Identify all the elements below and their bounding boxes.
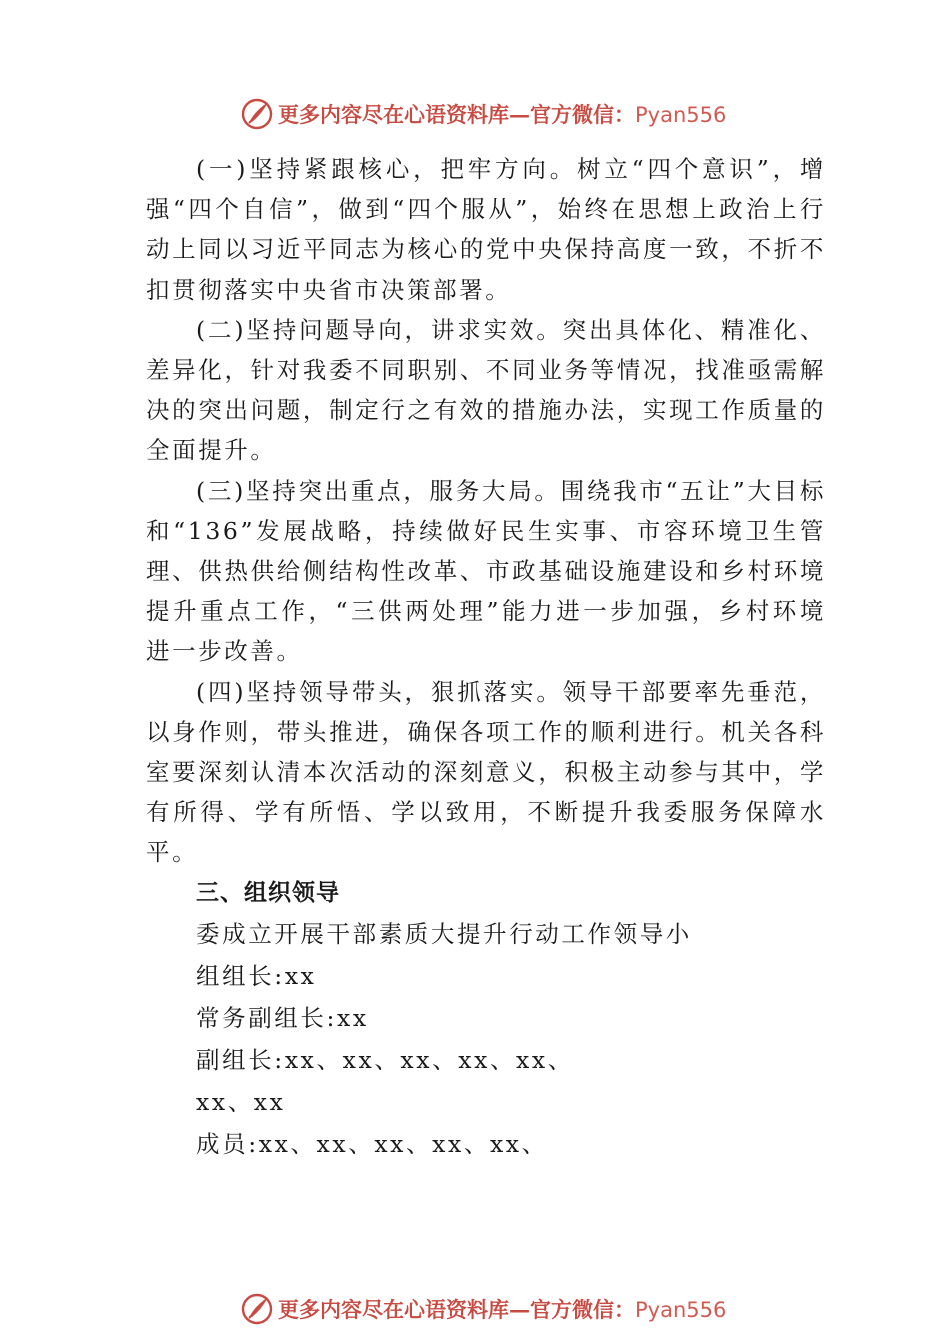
paragraph-1: (一)坚持紧跟核心，把牢方向。树立“四个意识”，增强“四个自信”，做到“四个服从”，始终在思想上政治上行动上同以习近平同志为核心的党中央保持高度一致，不折不扣贯彻落实中央省市决策部署。 [146,155,826,304]
watermark-handle: Pyan556 [635,1298,727,1322]
leadership-group-line: 委成立开展干部素质大提升行动工作领导小 [196,919,692,948]
deputy-leaders-continued-line: xx、xx [196,1087,286,1116]
quill-seal-logo-icon [240,97,274,131]
watermark-handle: Pyan556 [635,103,727,127]
document-body [146,149,826,1165]
watermark-footer [240,1291,760,1327]
section-heading: 三、组织领导 [196,879,340,906]
watermark-text: 更多内容尽在心语资料库—官方微信：Pyan556 [278,1297,727,1322]
paragraph-3: (三)坚持突出重点，服务大局。围绕我市“五让”大目标和“136”发展战略，持续做好民生实事、市容环境卫生管理、供热供给侧结构性改革、市政基础设施建设和乡村环境提升重点工作，“三供两处理”能力进一步加强，乡村环境进一步改善。 [146,476,826,666]
members-line: 成员:xx、xx、xx、xx、xx、 [196,1129,548,1158]
group-leader-line: 组组长:xx [196,961,317,990]
watermark-text: 更多内容尽在心语资料库—官方微信：Pyan556 [278,102,727,127]
watermark-header [240,96,760,132]
quill-seal-logo-icon [240,1292,274,1326]
paragraph-2: (二)坚持问题导向，讲求实效。突出具体化、精准化、差异化，针对我委不同职别、不同业务等情况，找准亟需解决的突出问题，制定行之有效的措施办法，实现工作质量的全面提升。 [146,315,826,465]
paragraph-4: (四)坚持领导带头，狠抓落实。领导干部要率先垂范，以身作则，带头推进，确保各项工作的顺利进行。机关各科室要深刻认清本次活动的深刻意义，积极主动参与其中，学有所得、学有所悟、学以致用，不断提升我委服务保障水平。 [146,677,826,867]
executive-deputy-leader-line: 常务副组长:xx [196,1003,369,1032]
deputy-leaders-line: 副组长:xx、xx、xx、xx、xx、 [196,1045,574,1074]
